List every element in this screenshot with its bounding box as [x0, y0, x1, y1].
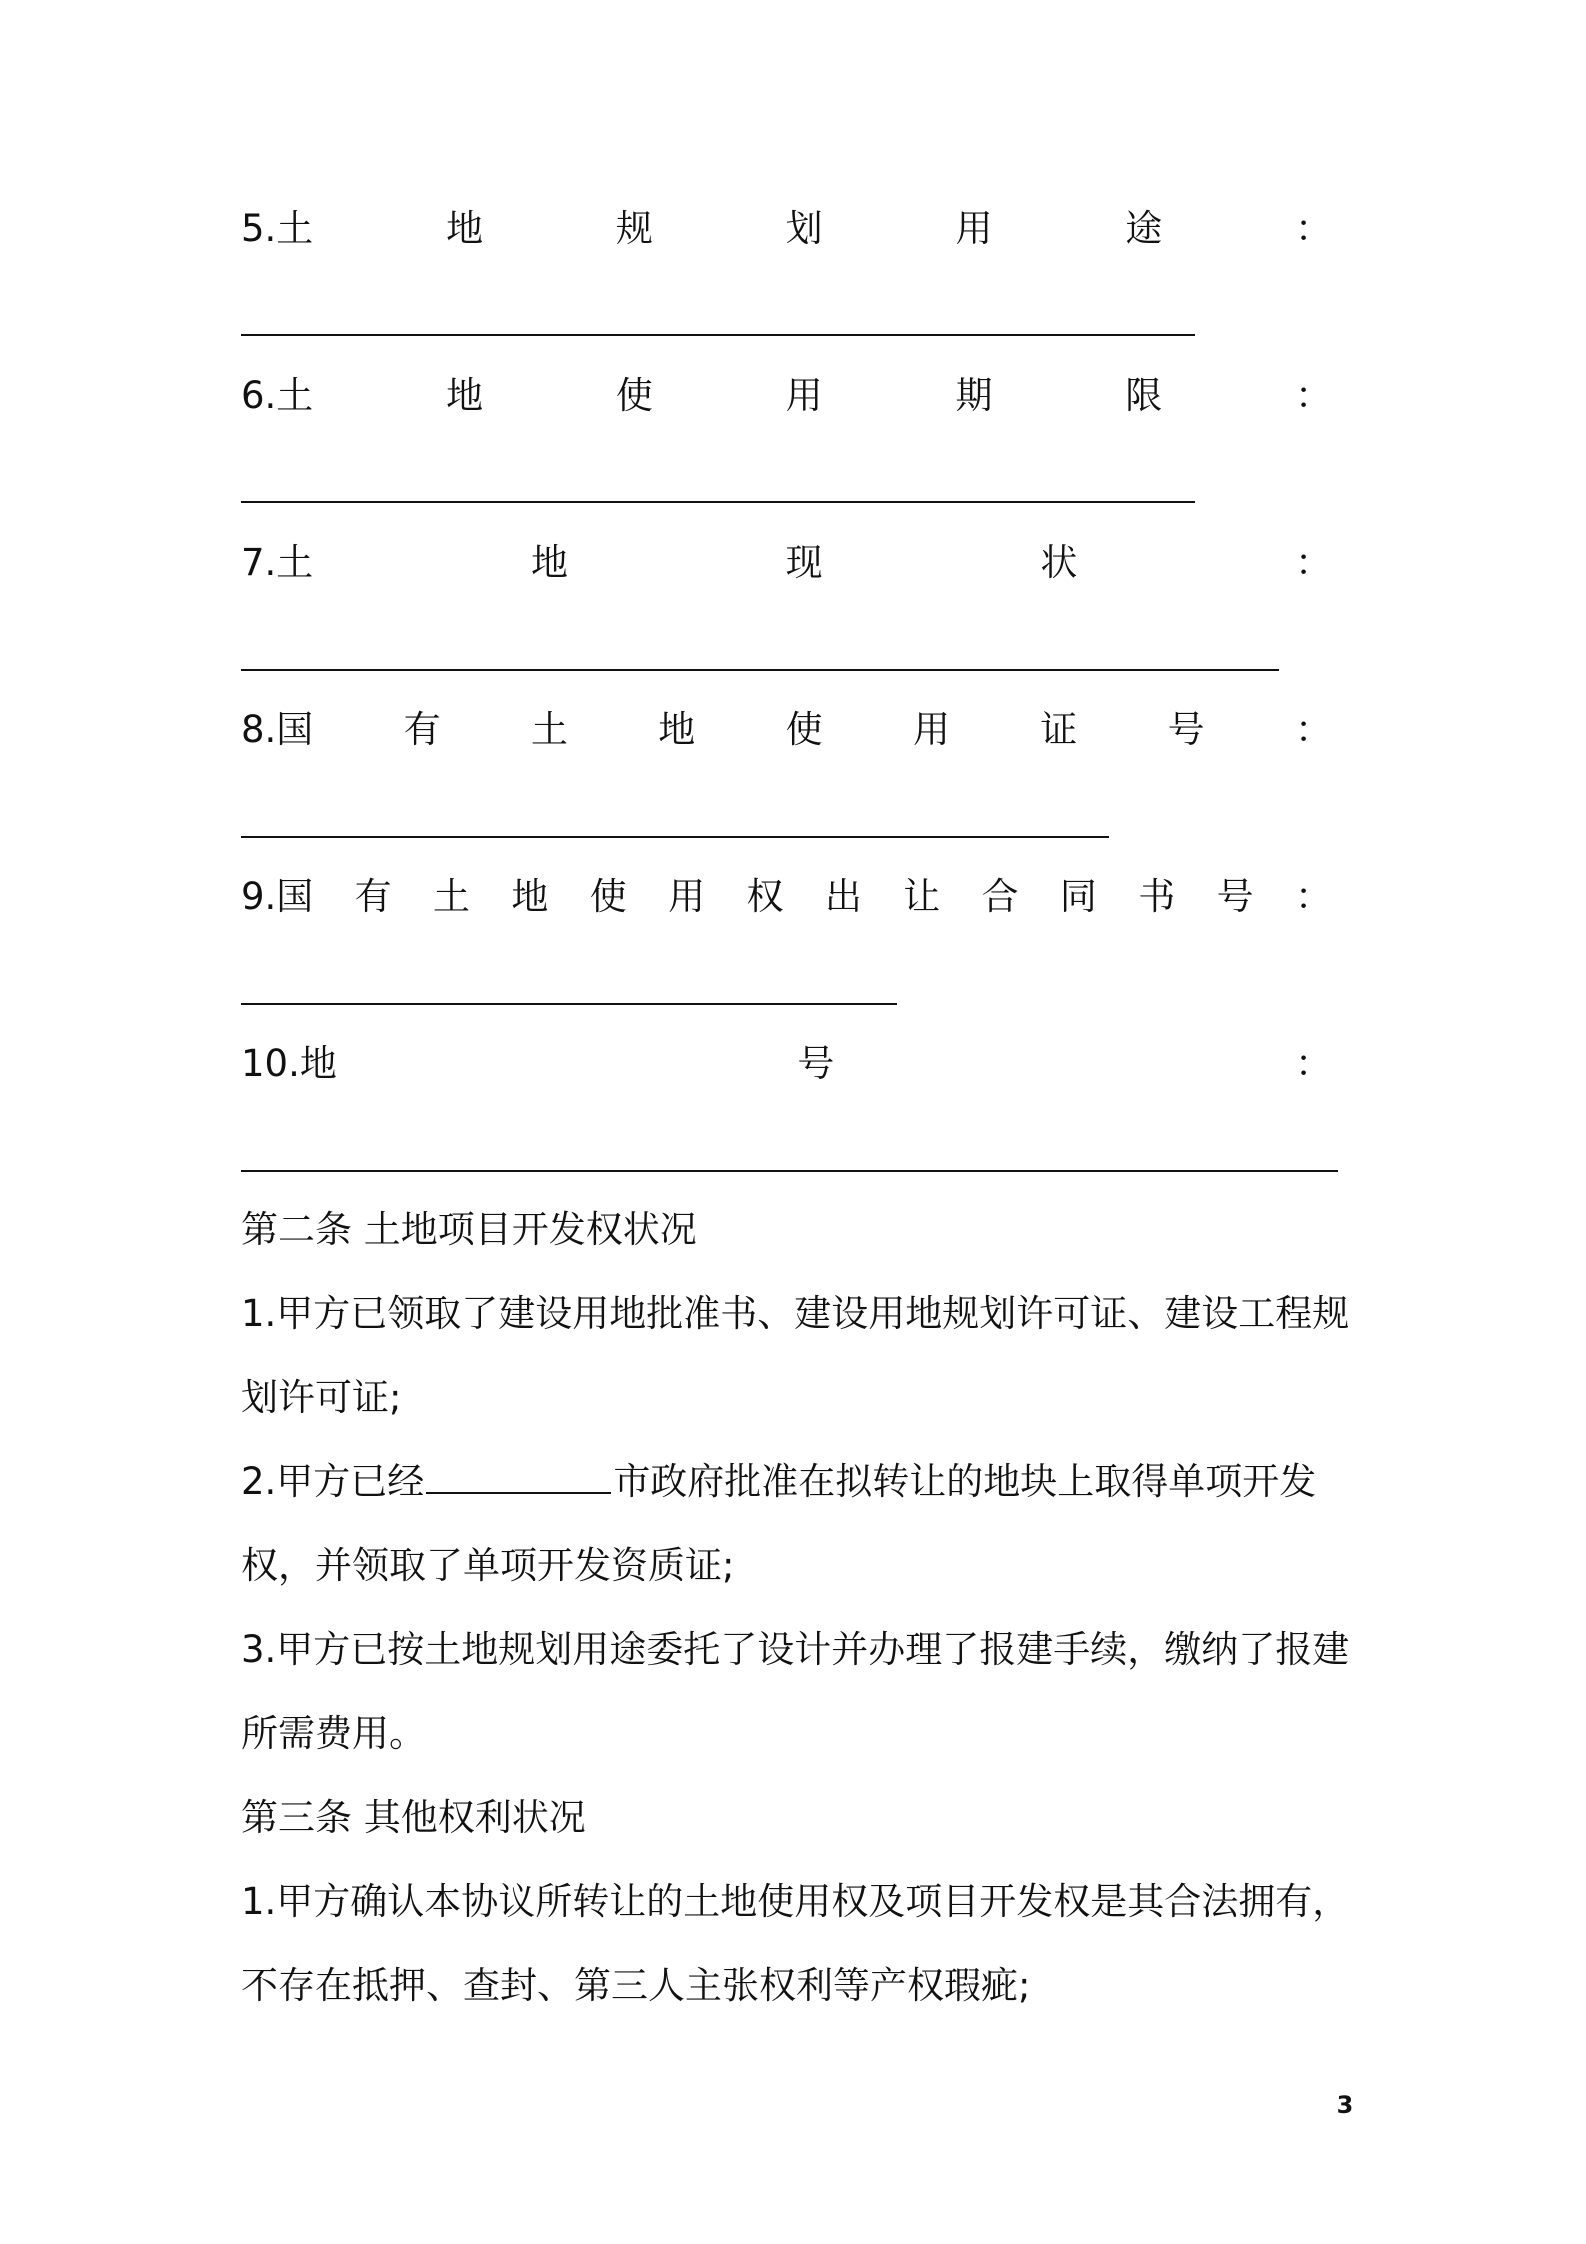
field-5-blank-line [241, 334, 1195, 336]
field-char: 号 [797, 1042, 835, 1085]
article-3-item-1: 1.甲方确认本协议所转让的土地使用权及项目开发权是其合法拥有， [241, 1880, 1350, 1923]
field-7-label [241, 534, 1332, 592]
article-2-heading: 第二条 土地项目开发权状况 [241, 1208, 697, 1251]
article-2-item-1-cont: 划许可证; [241, 1376, 402, 1419]
field-char: 地 [511, 875, 549, 918]
field-char: 使 [589, 875, 627, 918]
field-char: 10.地 [241, 1042, 337, 1085]
field-8-blank-line [241, 836, 1109, 838]
field-char: ： [1295, 541, 1332, 584]
field-char: 途 [1125, 207, 1163, 250]
field-char: 状 [1040, 541, 1078, 584]
article-2-item-3: 3.甲方已按土地规划用途委托了设计并办理了报建手续，缴纳了报建 [241, 1628, 1350, 1671]
field-char: 书 [1138, 875, 1176, 918]
field-char: 让 [903, 875, 941, 918]
field-10-label [241, 1035, 1332, 1093]
field-char: ： [1294, 708, 1332, 751]
field-char: 有 [354, 875, 392, 918]
field-char: 期 [955, 374, 993, 417]
field-char: ： [1295, 1042, 1332, 1085]
field-char: 用 [955, 207, 993, 250]
article-3-heading: 第三条 其他权利状况 [241, 1796, 586, 1839]
field-char: 划 [785, 207, 823, 250]
field-char: 用 [912, 708, 950, 751]
field-6-label [241, 367, 1332, 425]
field-char: 用 [785, 374, 823, 417]
field-char: 出 [824, 875, 862, 918]
fill-in-blank [426, 1456, 611, 1494]
field-char: 限 [1125, 374, 1163, 417]
article-2-item-2-after: 市政府批准在拟转让的地块上取得单项开发 [613, 1460, 1317, 1503]
article-3-item-1-cont: 不存在抵押、查封、第三人主张权利等产权瑕疵; [241, 1964, 1031, 2007]
field-char: 9.国 [241, 875, 314, 918]
field-6-blank-line [241, 501, 1195, 503]
field-char: 使 [615, 374, 653, 417]
field-char: 地 [446, 207, 484, 250]
field-char: 5.土 [241, 207, 314, 250]
field-10-blank-line [241, 1170, 1338, 1172]
article-2-item-1: 1.甲方已领取了建设用地批准书、建设用地规划许可证、建设工程规 [241, 1292, 1350, 1335]
field-char: 规 [615, 207, 653, 250]
field-char: 号 [1167, 708, 1205, 751]
field-char: 现 [785, 541, 823, 584]
field-char: 地 [658, 708, 696, 751]
field-9-blank-line [241, 1003, 897, 1005]
field-char: 6.土 [241, 374, 314, 417]
field-char: 使 [785, 708, 823, 751]
field-char: 有 [403, 708, 441, 751]
field-char: 土 [530, 708, 568, 751]
field-char: 用 [668, 875, 706, 918]
article-2-item-2 [241, 1453, 1316, 1511]
page-number: 3 [1336, 2091, 1354, 2119]
field-5-label [241, 200, 1332, 258]
field-char: 合 [981, 875, 1019, 918]
field-8-label [241, 701, 1332, 759]
field-9-label [241, 868, 1332, 926]
field-7-blank-line [241, 669, 1279, 671]
article-2-item-2-before: 2.甲方已经 [241, 1460, 425, 1503]
field-char: 土 [433, 875, 471, 918]
field-char: ： [1295, 374, 1332, 417]
field-char: 地 [446, 374, 484, 417]
field-char: 权 [746, 875, 784, 918]
field-char: 7.土 [241, 541, 314, 584]
field-char: 证 [1040, 708, 1078, 751]
field-char: 地 [530, 541, 568, 584]
article-2-item-3-cont: 所需费用。 [241, 1712, 426, 1755]
field-char: ： [1295, 207, 1332, 250]
field-char: 号 [1216, 875, 1254, 918]
field-char: 8.国 [241, 708, 314, 751]
field-char: 同 [1059, 875, 1097, 918]
article-2-item-2-cont: 权，并领取了单项开发资质证; [241, 1544, 735, 1587]
field-char: ： [1294, 875, 1332, 918]
